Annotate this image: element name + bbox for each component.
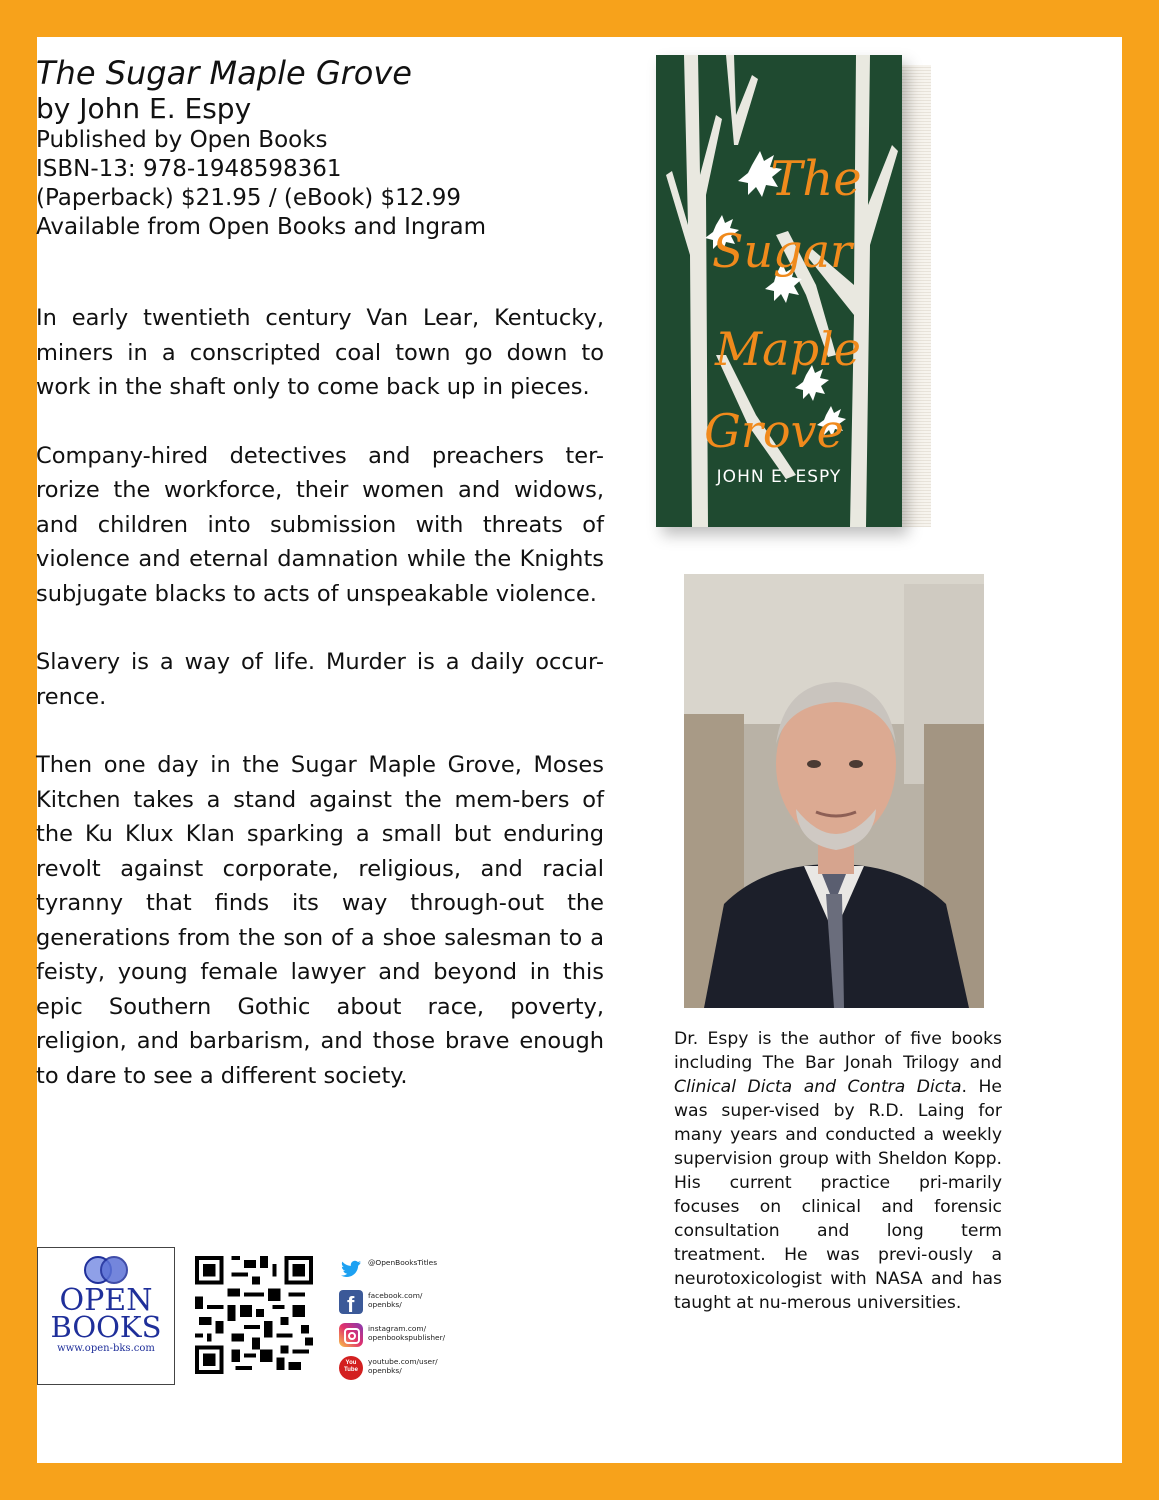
cover-title-word: Grove [704,404,844,458]
bio-book-title: Clinical Dicta and Contra Dicta [674,1077,962,1097]
author-bio [674,1027,1002,1315]
isbn-line: ISBN-13: 978-1948598361 [36,156,342,182]
social-twitter[interactable] [339,1257,449,1281]
cover-title-word: Maple [715,322,861,376]
cover-title [704,151,861,458]
twitter-icon [339,1257,363,1281]
cover-artwork [656,55,902,527]
logo-text-books: BOOKS [50,1310,162,1344]
logo-text-open: OPEN [59,1283,153,1318]
cover-front [656,55,902,527]
youtube-icon: You Tube [339,1356,363,1380]
cover-title-word: The [770,151,862,207]
book-cover [656,55,946,529]
publisher-line: Published by Open Books [36,127,328,153]
description-paragraph: Company-hired detectives and preachers ter-rorize the workforce, their women and widows, and children into submission with threats of violence and eternal damnation while the Knights subjugate blacks to acts of unspeakable violence. [36,442,604,607]
bio-text: . He was super-vised by R.D. Laing for many years and conducted a weekly supervision group with Sheldon Kopp. His current practice pri-marily focuses on clinical and forensic consultation and long term treatment. He was previ-ously a neurotoxicologist with NASA and has taught at nu-merous universities. [674,1077,1002,1313]
price-line: (Paperback) $21.95 / (eBook) $12.99 [36,185,462,211]
cover-title-word: Sugar [712,224,852,278]
open-books-logo[interactable] [37,1247,175,1385]
social-youtube[interactable] [339,1356,449,1380]
social-links [339,1257,449,1389]
social-facebook[interactable] [339,1290,449,1317]
author-line: by John E. Espy [36,92,252,125]
instagram-icon [339,1323,363,1347]
availability-line: Available from Open Books and Ingram [36,214,487,240]
cover-author: JOHN E. ESPY [716,467,842,487]
book-description [36,301,604,1127]
social-text: @OpenBooksTitles [368,1258,438,1267]
qr-code[interactable] [195,1256,313,1374]
logo-url[interactable]: www.open-bks.com [57,1343,155,1354]
logo-circles-icon [76,1254,136,1286]
book-info-header [36,54,596,242]
social-text: instagram.com/ openbookspublisher/ [368,1324,446,1342]
author-photo [684,574,984,1008]
facebook-icon: f [339,1290,363,1314]
description-paragraph: In early twentieth century Van Lear, Kentucky, miners in a conscripted coal town go down to work in the shaft only to come back up in pieces. [36,305,604,400]
book-title: The Sugar Maple Grove [36,54,412,92]
social-instagram[interactable] [339,1323,449,1347]
social-text: facebook.com/ openbks/ [368,1291,423,1309]
social-text: youtube.com/user/ openbks/ [368,1357,438,1375]
bio-text: Dr. Espy is the author of five books including The Bar Jonah Trilogy and [674,1029,1002,1073]
description-paragraph: Slavery is a way of life. Murder is a daily occur-rence. [36,649,604,710]
cover-page-edges [901,65,931,527]
description-paragraph: Then one day in the Sugar Maple Grove, Moses Kitchen takes a stand against the mem-bers of the Ku Klux Klan sparking a small but enduring revolt against corporate, religious, and racial tyranny that finds its way through-out the generations from the son of a shoe salesman to a feisty, young female lawyer and beyond in this epic Southern Gothic about race, poverty, religion, and barbarism, and those brave enough to dare to see a different society. [36,752,604,1089]
